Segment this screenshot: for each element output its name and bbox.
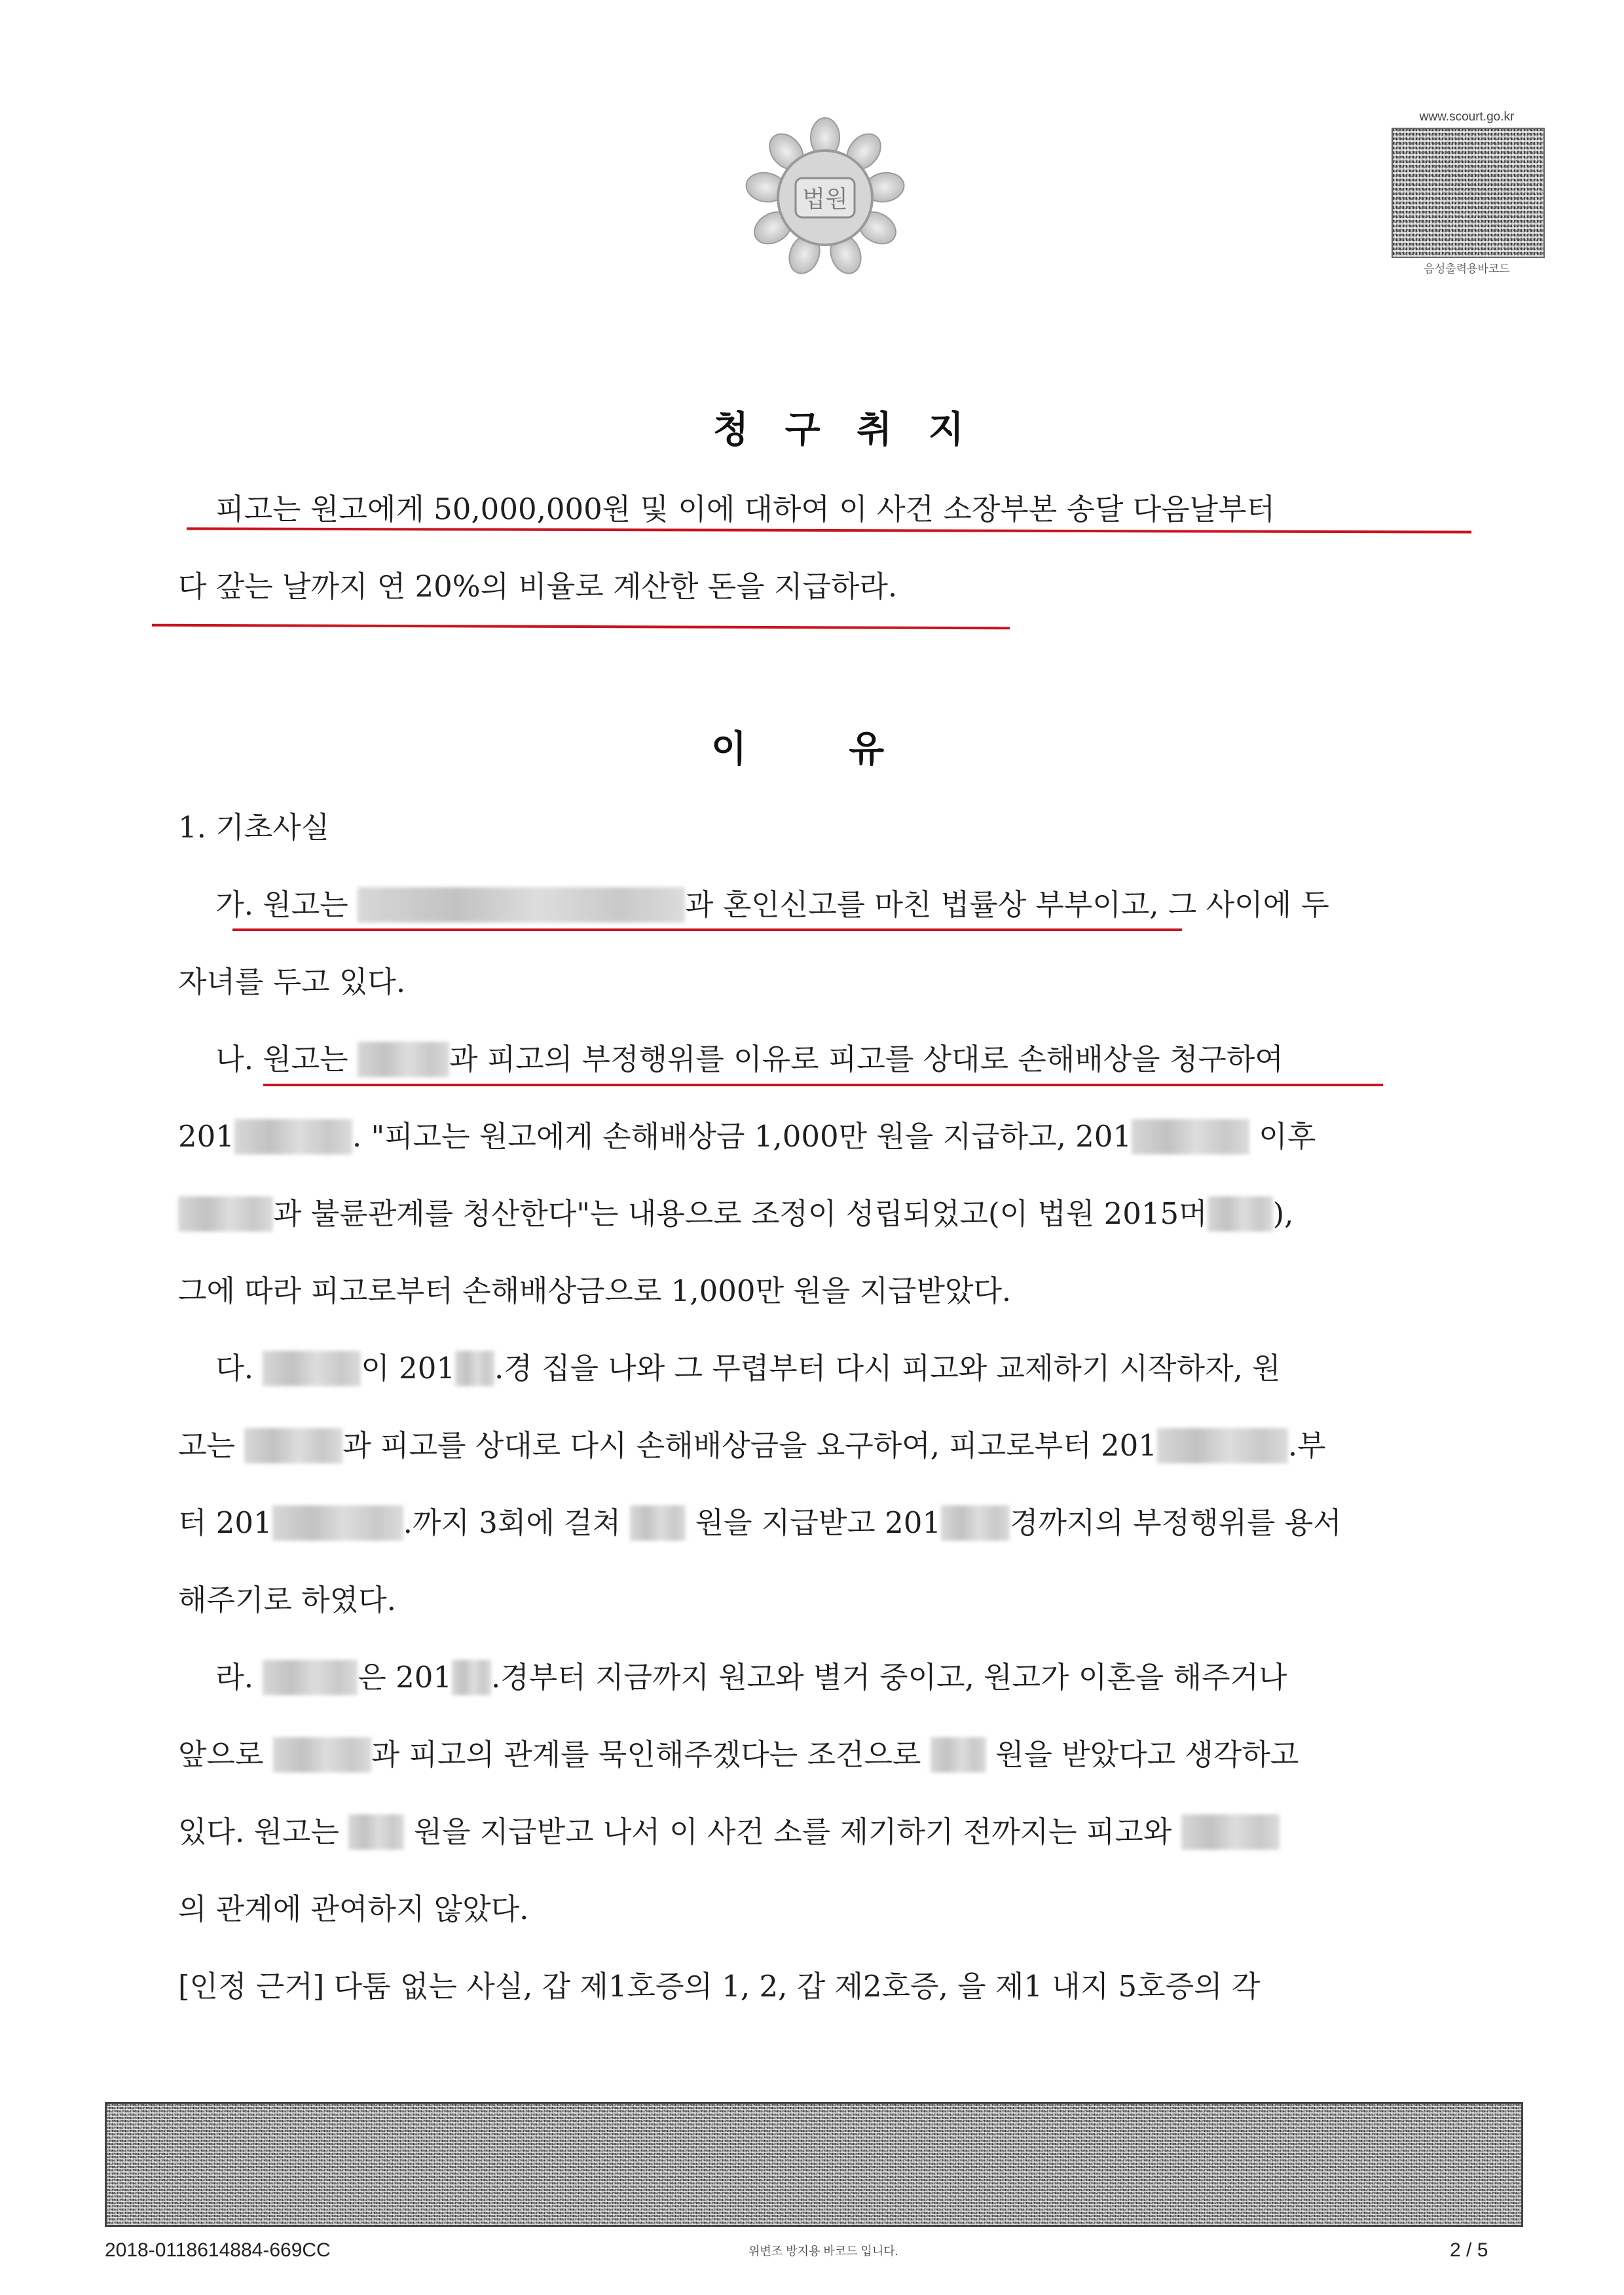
redacted-block xyxy=(630,1505,686,1541)
redacted-block xyxy=(1181,1814,1280,1850)
paragraph-da-line-2: 고는 과 피고를 상대로 다시 손해배상금을 요구하여, 피고로부터 201 .부 xyxy=(178,1428,1326,1463)
anti-forgery-barcode xyxy=(105,2102,1523,2227)
paragraph-ra-line-4: 의 관계에 관여하지 않았다. xyxy=(178,1892,529,1926)
claim-heading: 청 구 취 지 xyxy=(713,409,976,451)
section-1-title: 1. 기초사실 xyxy=(178,810,330,845)
paragraph-na-line-3: 과 불륜관계를 청산한다"는 내용으로 조정이 성립되었고(이 법원 2015머 ), xyxy=(178,1194,1435,1234)
svg-text:법원: 법원 xyxy=(802,186,848,213)
paragraph-ra-line-2: 앞으로 과 피고의 관계를 묵인해주겠다는 조건으로 원을 받았다고 생각하고 xyxy=(178,1737,1299,1772)
redacted-block xyxy=(244,1428,342,1463)
redacted-block xyxy=(273,1737,371,1772)
evidence-basis-line: [인정 근거] 다툼 없는 사실, 갑 제1호증의 1, 2, 갑 제2호증, 을 제1 내지 5호증의 각 xyxy=(178,1969,1261,2004)
qr-url-label: www.scourt.go.kr xyxy=(1419,110,1515,124)
redacted-block xyxy=(941,1505,1010,1541)
paragraph-na-line-4: 그에 따라 피고로부터 손해배상금으로 1,000만 원을 지급받았다. xyxy=(178,1274,1012,1308)
claim-line-1: 피고는 원고에게 50,000,000원 및 이에 대하여 이 사건 소장부본 송달 다음날부터 xyxy=(215,492,1276,526)
claim-line-2: 다 갚는 날까지 연 20%의 비율로 계산한 돈을 지급하라. xyxy=(178,569,898,604)
page-number: 2 / 5 xyxy=(1450,2239,1488,2261)
redacted-block xyxy=(234,1119,352,1154)
redacted-block xyxy=(272,1505,403,1541)
redacted-block xyxy=(263,1660,358,1695)
redacted-block xyxy=(1157,1428,1288,1463)
redacted-block xyxy=(263,1351,361,1386)
redacted-block xyxy=(358,1042,449,1077)
paragraph-ga-line-1: 가. 원고는 과 혼인신고를 마친 법률상 부부이고, 그 사이에 두 xyxy=(215,887,1329,922)
na-underline xyxy=(263,1084,1383,1086)
redacted-block xyxy=(1208,1196,1273,1232)
redacted-block xyxy=(455,1351,494,1386)
barcode-note: 위변조 방지용 바코드 입니다. xyxy=(748,2245,898,2258)
redacted-block xyxy=(931,1737,986,1772)
paragraph-ra-line-3: 있다. 원고는 원을 지급받고 나서 이 사건 소를 제기하기 전까지는 피고와 xyxy=(178,1812,1435,1852)
redacted-block xyxy=(178,1196,273,1232)
claim-underline-2 xyxy=(152,624,1010,630)
paragraph-da-line-1: 다. 이 201 .경 집을 나와 그 무렵부터 다시 피고와 교제하기 시작하자, 원 xyxy=(215,1351,1281,1386)
paragraph-da-line-3: 터 201 .까지 3회에 걸쳐 원을 지급받고 201 경까지의 부정행위를 용서 xyxy=(178,1505,1342,1540)
voice-output-qr-code xyxy=(1392,128,1545,258)
document-id: 2018-0118614884-669CC xyxy=(105,2239,331,2261)
redacted-block xyxy=(452,1660,491,1695)
paragraph-na-line-1: 나. 원고는 과 피고의 부정행위를 이유로 피고를 상대로 손해배상을 청구하여 xyxy=(215,1042,1283,1076)
paragraph-ra-line-1: 라. 은 201 .경부터 지금까지 원고와 별거 중이고, 원고가 이혼을 해주거나 xyxy=(215,1660,1287,1695)
paragraph-da-line-4: 해주기로 하였다. xyxy=(178,1583,396,1617)
redacted-block xyxy=(1132,1119,1249,1154)
paragraph-ga-line-2: 자녀를 두고 있다. xyxy=(178,964,406,999)
qr-caption: 음성출력용바코드 xyxy=(1424,263,1510,275)
reason-heading: 이 유 xyxy=(711,728,885,771)
ga-underline xyxy=(232,928,1182,931)
redacted-block xyxy=(358,887,685,923)
court-seal-emblem xyxy=(730,111,920,285)
redacted-block xyxy=(348,1814,404,1850)
paragraph-na-line-2: 201 . "피고는 원고에게 손해배상금 1,000만 원을 지급하고, 201 이후 xyxy=(178,1119,1316,1154)
